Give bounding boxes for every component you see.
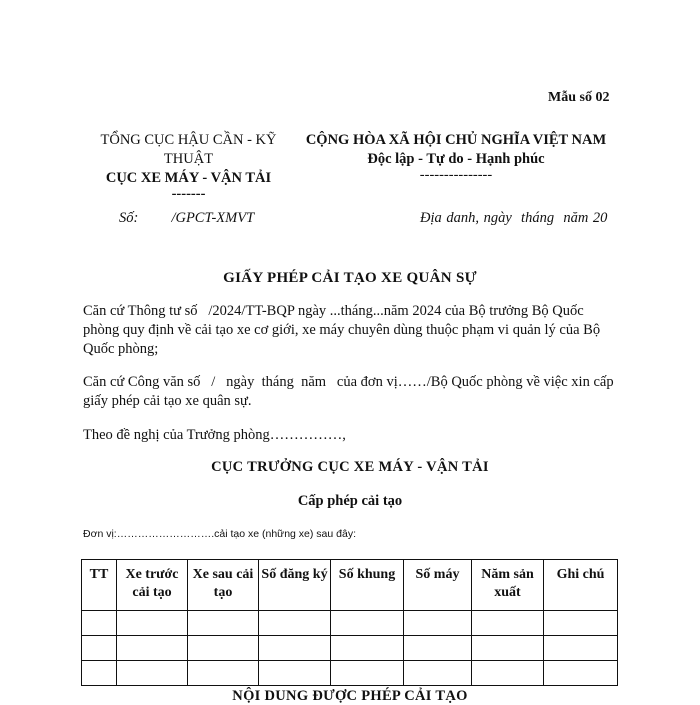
table-cell (117, 661, 188, 686)
table-cell (472, 661, 544, 686)
issuing-agency-header (86, 131, 291, 200)
table-cell (117, 636, 188, 661)
table-cell (259, 636, 331, 661)
unit-line: Đơn vị:……………………….cải tạo xe (những xe) sau đây: (83, 528, 356, 540)
table-cell (188, 661, 259, 686)
table-cell (544, 661, 618, 686)
table-cell (82, 611, 117, 636)
table-row (82, 636, 618, 661)
col-header-year: Năm sản xuất (472, 560, 544, 611)
col-header-registration: Số đăng ký (259, 560, 331, 611)
agency-name: CỤC XE MÁY - VẬN TẢI (105, 170, 272, 186)
table-cell (472, 636, 544, 661)
director-title: CỤC TRƯỞNG CỤC XE MÁY - VẬN TẢI (211, 459, 489, 475)
parent-agency-line-2: THUẬT (163, 151, 214, 167)
table-cell (404, 611, 472, 636)
proposal-paragraph: Theo đề nghị của Trưởng phòng……………, (83, 427, 346, 443)
col-header-note: Ghi chú (544, 560, 618, 611)
col-header-tt: TT (82, 560, 117, 611)
document-title: GIẤY PHÉP CẢI TẠO XE QUÂN SỰ (223, 270, 477, 286)
section-heading-permitted-content: NỘI DUNG ĐƯỢC PHÉP CẢI TẠO (232, 688, 468, 704)
table-cell (544, 611, 618, 636)
table-header-row (82, 560, 618, 611)
form-number: Mẫu số 02 (548, 90, 610, 105)
col-header-chassis: Số khung (331, 560, 404, 611)
table-row (82, 661, 618, 686)
table-row (82, 611, 618, 636)
vehicle-table (81, 559, 618, 686)
col-header-after: Xe sau cải tạo (188, 560, 259, 611)
table-cell (259, 661, 331, 686)
table-cell (331, 636, 404, 661)
table-cell (331, 611, 404, 636)
table-cell (188, 611, 259, 636)
agency-divider: ------- (171, 186, 206, 202)
table-cell (404, 636, 472, 661)
table-cell (82, 661, 117, 686)
table-cell (331, 661, 404, 686)
table-cell (117, 611, 188, 636)
parent-agency-line-1: TỔNG CỤC HẬU CẦN - KỸ (100, 132, 277, 148)
col-header-before: Xe trước cải tạo (117, 560, 188, 611)
table-cell (472, 611, 544, 636)
motto-divider: --------------- (419, 167, 493, 183)
table-cell (188, 636, 259, 661)
legal-basis-paragraph-1: Căn cứ Thông tư số /2024/TT-BQP ngày ...tháng...năm 2024 của Bộ trưởng Bộ Quốc phòng quy định về cải tạo xe cơ giới, xe máy chuyên dùng thuộc phạm vi quản lý của Bộ Quốc phòng; (83, 303, 604, 357)
national-motto: Độc lập - Tự do - Hạnh phúc (367, 151, 545, 167)
document-number: Số: /GPCT-XMVT (119, 210, 255, 226)
national-header (296, 131, 616, 181)
permit-subtitle: Cấp phép cải tạo (297, 493, 403, 509)
table-cell (259, 611, 331, 636)
table-cell (544, 636, 618, 661)
legal-basis-paragraph-2: Căn cứ Công văn số / ngày tháng năm của đơn vị……/Bộ Quốc phòng về việc xin cấp giấy phép cải tạo xe quân sự. (83, 374, 618, 409)
table-cell (404, 661, 472, 686)
place-date: Địa danh, ngày tháng năm 20 (420, 210, 608, 226)
table-cell (82, 636, 117, 661)
country-name: CỘNG HÒA XÃ HỘI CHỦ NGHĨA VIỆT NAM (305, 132, 607, 148)
col-header-engine: Số máy (404, 560, 472, 611)
